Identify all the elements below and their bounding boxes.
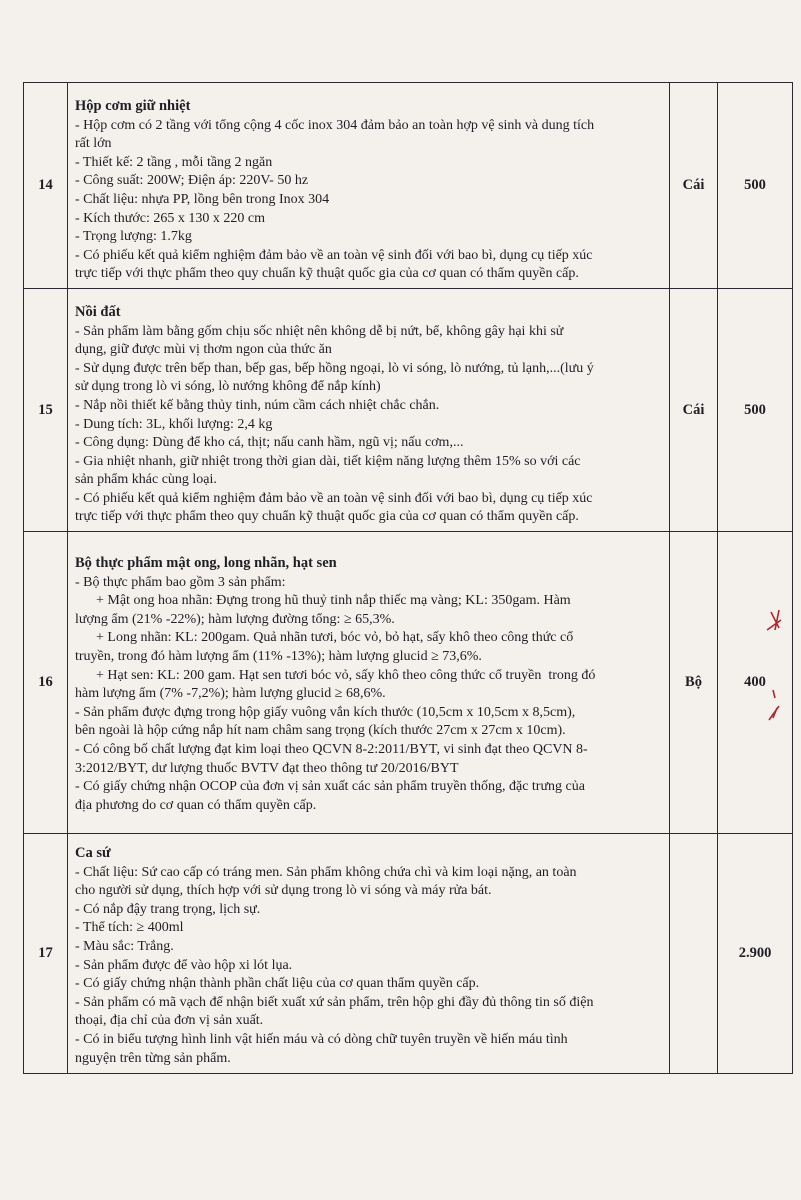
description-line: - Thể tích: ≥ 400ml <box>75 920 184 936</box>
description-line: cho người sử dụng, thích hợp với sử dụng trong lò vi sóng và máy rửa bát. <box>75 883 492 899</box>
description-line: rất lớn <box>75 136 112 152</box>
description-line: - Công dụng: Dùng để kho cá, thịt; nấu canh hầm, ngũ vị; nấu cơm,... <box>75 435 464 451</box>
quantity-cell: 500 <box>718 288 793 531</box>
product-title: Bộ thực phẩm mật ong, long nhãn, hạt sen <box>75 555 337 572</box>
stamp-mark-top <box>767 610 781 630</box>
description-line: - Có phiếu kết quả kiểm nghiệm đảm bảo về an toàn vệ sinh đối với bao bì, dụng cụ tiếp xúc <box>75 247 593 263</box>
stamp-marks <box>757 600 797 750</box>
description-line: - Có giấy chứng nhận thành phần chất liệu của cơ quan thẩm quyền cấp. <box>75 976 480 992</box>
description-line: - Có giấy chứng nhận OCOP của đơn vị sản xuất các sản phẩm truyền thống, đặc trưng của <box>75 779 585 795</box>
description-line: nguyện trên từng sản phẩm. <box>75 1050 231 1066</box>
description-line: - Sản phẩm làm bằng gốm chịu sốc nhiệt nên không dễ bị nứt, bể, không gây hại khi sử <box>75 323 564 339</box>
quantity-cell: 500 <box>718 83 793 289</box>
description-line: thoại, địa chỉ của đơn vị sản xuất. <box>75 1013 264 1029</box>
unit-cell: Bộ <box>670 532 718 834</box>
product-title: Hộp cơm giữ nhiệt <box>75 98 191 114</box>
description-line: - Chất liệu: Sứ cao cấp có tráng men. Sản phẩm không chứa chì và kim loại nặng, an toàn <box>75 864 577 880</box>
description-line: 3:2012/BYT, dư lượng thuốc BVTV đạt theo thông tư 20/2016/BYT <box>75 760 459 776</box>
product-title: Nồi đất <box>75 303 121 320</box>
description-line: hàm lượng ẩm (7% -7,2%); hàm lượng glucid ≥ 68,6%. <box>75 686 386 702</box>
description-line: - Hộp cơm có 2 tầng với tổng cộng 4 cốc inox 304 đảm bảo an toàn hợp vệ sinh và dung tích <box>75 117 595 133</box>
stamp-mark-bottom <box>769 690 779 720</box>
description-line: - Gia nhiệt nhanh, giữ nhiệt trong thời gian dài, tiết kiệm năng lượng thêm 15% so với các <box>75 453 581 469</box>
description-line: trực tiếp với thực phẩm theo quy chuẩn kỹ thuật quốc gia của cơ quan có thẩm quyền cấp. <box>75 266 579 282</box>
description-line: - Có in biểu tượng hình linh vật hiến máu và có dòng chữ tuyên truyền về hiến máu tình <box>75 1032 568 1047</box>
description-line: sản phẩm khác cùng loại. <box>75 472 217 488</box>
description-line: sử dụng trong lò vi sóng, lò nướng không để nắp kính) <box>75 379 381 395</box>
product-description <box>68 288 670 531</box>
description-line: - Có nắp đậy trang trọng, lịch sự. <box>75 901 261 917</box>
unit-cell: Cái <box>670 83 718 289</box>
description-line: + Hạt sen: KL: 200 gam. Hạt sen tươi bóc vỏ, sấy khô theo công thức cổ truyền trong đó <box>75 667 596 683</box>
description-line: - Sản phẩm có mã vạch để nhận biết xuất xứ sản phẩm, trên hộp ghi đầy đủ thông tin số điện <box>75 994 594 1010</box>
description-line: - Công suất: 200W; Điện áp: 220V- 50 hz <box>75 173 309 189</box>
product-table <box>23 82 793 1074</box>
description-line: - Có phiếu kết quả kiểm nghiệm đảm bảo về an toàn vệ sinh đối với bao bì, dụng cụ tiếp xúc <box>75 490 593 506</box>
description-line: trực tiếp với thực phẩm theo quy chuẩn kỹ thuật quốc gia của cơ quan có thẩm quyền cấp. <box>75 509 579 525</box>
description-line: - Trọng lượng: 1.7kg <box>75 229 192 245</box>
description-line: - Nắp nồi thiết kế bằng thủy tinh, núm cầm cách nhiệt chắc chắn. <box>75 397 440 413</box>
row-number: 17 <box>24 834 68 1074</box>
description-line: - Sản phẩm được để vào hộp xi lót lụa. <box>75 957 293 973</box>
description-line: - Thiết kế: 2 tầng , mỗi tầng 2 ngăn <box>75 154 273 170</box>
product-description <box>68 83 670 289</box>
product-description <box>68 834 670 1074</box>
description-line: - Sản phẩm được đựng trong hộp giấy vuông vắn kích thước (10,5cm x 10,5cm x 8,5cm), <box>75 704 576 720</box>
description-line: + Long nhãn: KL: 200gam. Quả nhãn tươi, bóc vỏ, bỏ hạt, sấy khô theo công thức cổ <box>75 630 574 646</box>
row-number: 16 <box>24 532 68 834</box>
description-line: - Có công bố chất lượng đạt kim loại theo QCVN 8-2:2011/BYT, vi sinh đạt theo QCVN 8- <box>75 742 588 757</box>
table-row <box>24 288 793 531</box>
table-row <box>24 834 793 1074</box>
description-line: + Mật ong hoa nhãn: Đựng trong hũ thuỷ tinh nắp thiếc mạ vàng; KL: 350gam. Hàm <box>75 593 571 609</box>
row-number: 14 <box>24 83 68 289</box>
product-description <box>68 532 670 834</box>
description-line: truyền, trong đó hàm lượng ẩm (11% -13%); hàm lượng glucid ≥ 73,6%. <box>75 649 482 665</box>
description-line: - Dung tích: 3L, khối lượng: 2,4 kg <box>75 416 273 432</box>
table-row <box>24 83 793 289</box>
table-row <box>24 532 793 834</box>
unit-cell: Cái <box>670 288 718 531</box>
description-line: - Kích thước: 265 x 130 x 220 cm <box>75 210 265 226</box>
description-line: - Chất liệu: nhựa PP, lồng bên trong Inox 304 <box>75 191 330 207</box>
product-title: Ca sứ <box>75 845 111 862</box>
description-line: - Bộ thực phẩm bao gồm 3 sản phẩm: <box>75 574 286 590</box>
description-line: bên ngoài là hộp cứng nắp hít nam châm sang trọng (kích thước 27cm x 27cm x 10cm). <box>75 723 566 739</box>
quantity-cell: 2.900 <box>718 834 793 1074</box>
row-number: 15 <box>24 288 68 531</box>
quantity-cell: 400 <box>718 532 793 834</box>
description-line: - Sử dụng được trên bếp than, bếp gas, bếp hồng ngoại, lò vi sóng, lò nướng, tủ lạnh,...(lưu ý <box>75 360 594 376</box>
unit-cell <box>670 834 718 1074</box>
description-line: lượng ẩm (21% -22%); hàm lượng đường tổng: ≥ 65,3%. <box>75 611 395 627</box>
description-line: - Màu sắc: Trắng. <box>75 939 174 955</box>
description-line: dụng, giữ được mùi vị thơm ngon của thức ăn <box>75 342 332 358</box>
description-line: địa phương do cơ quan có thẩm quyền cấp. <box>75 797 317 813</box>
